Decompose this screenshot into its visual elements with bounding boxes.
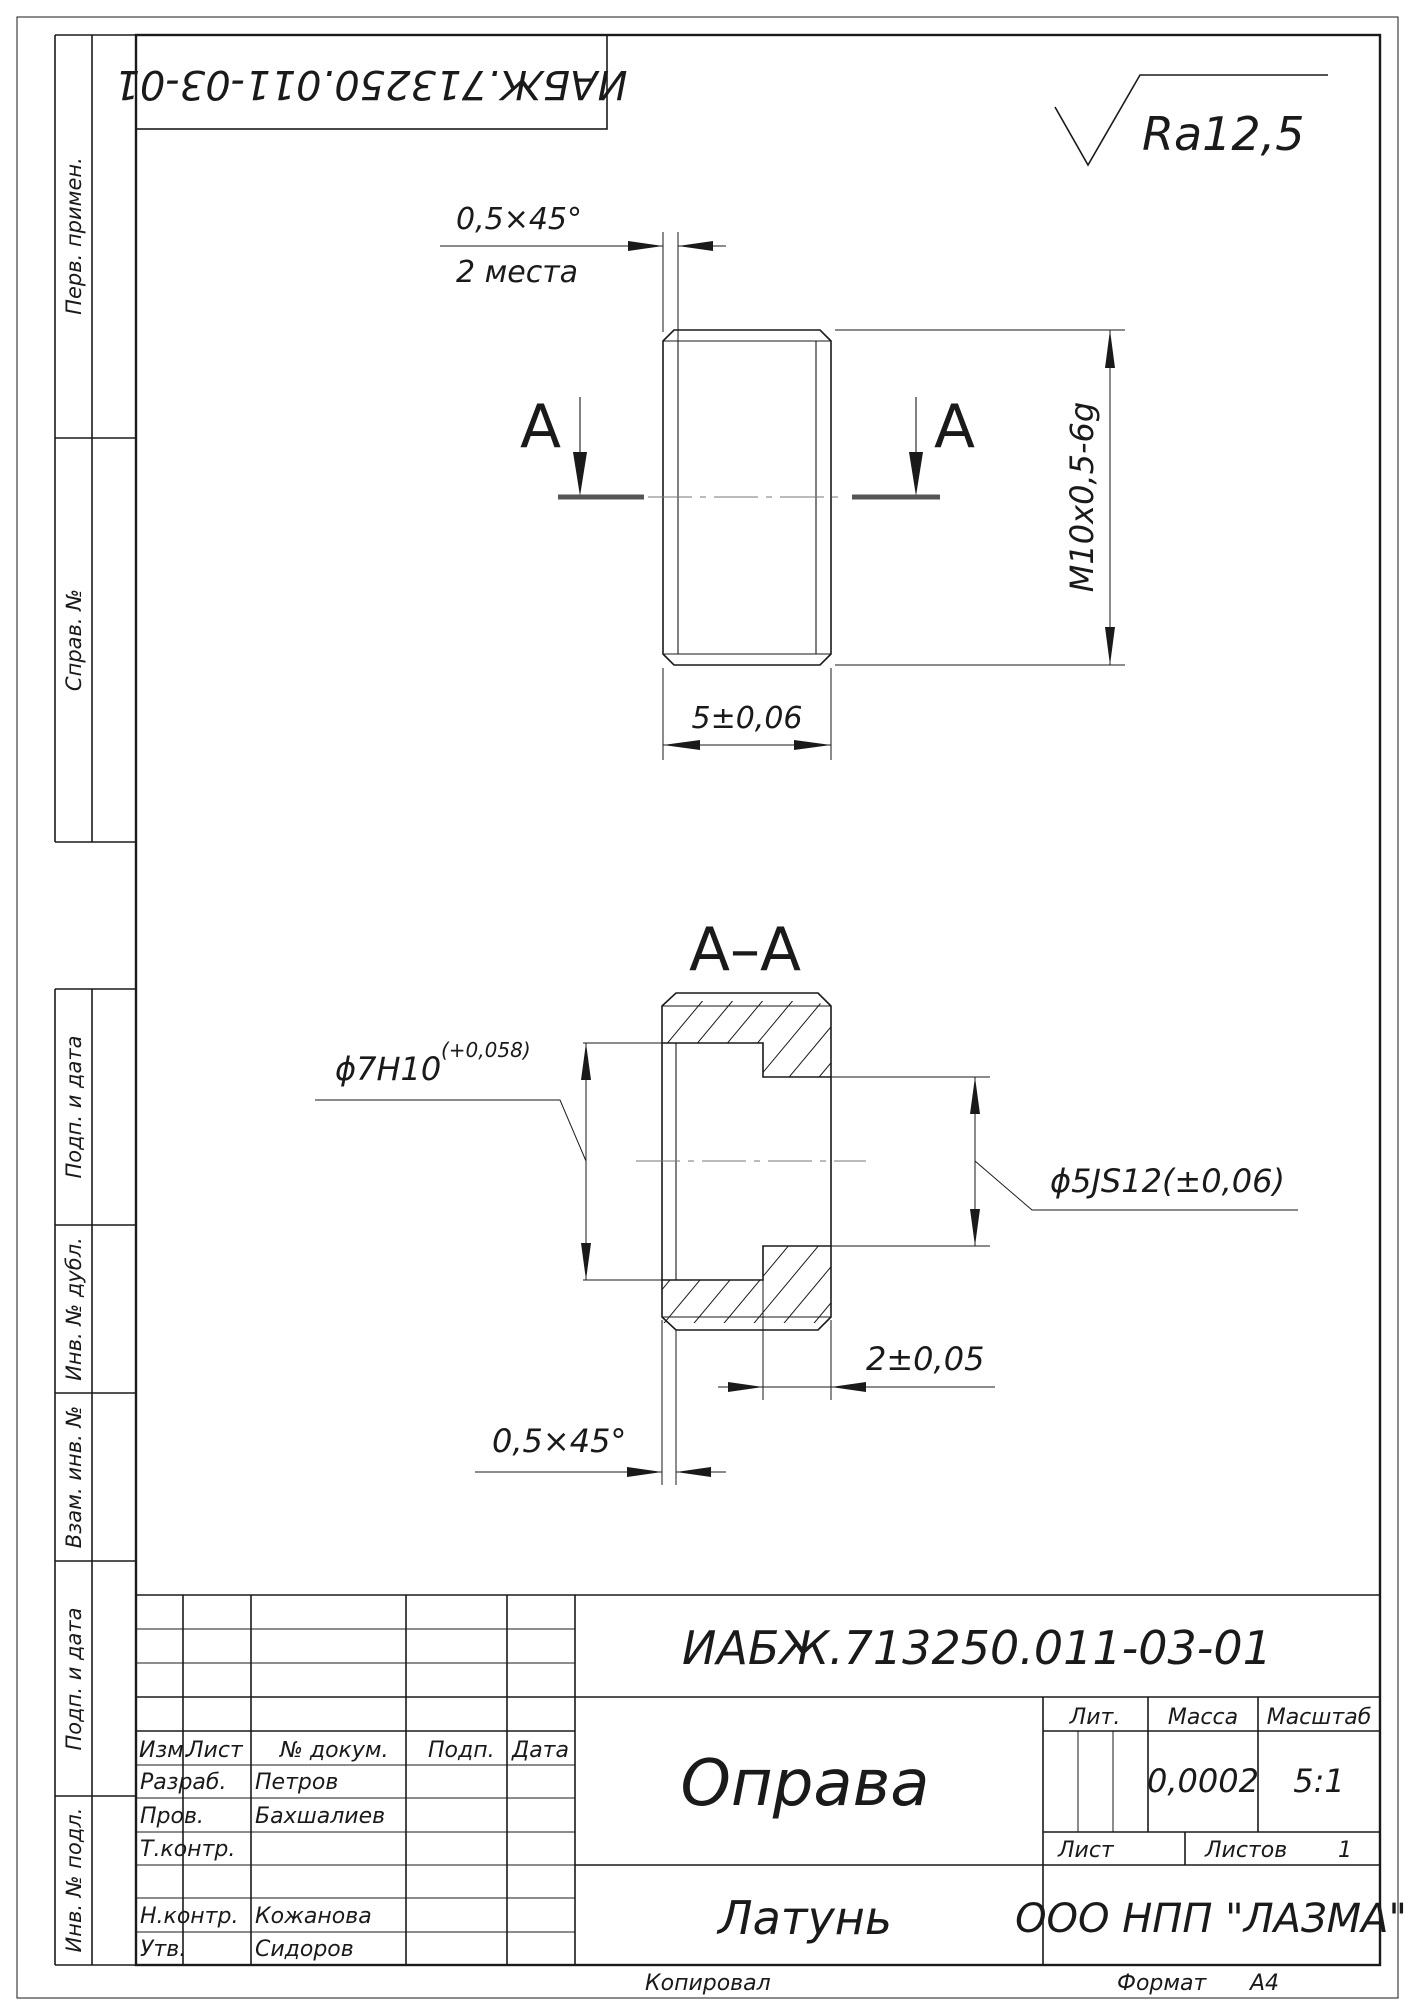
depth-label: 2±0,05 [866, 1340, 985, 1378]
part-name: Оправа [680, 1747, 930, 1821]
side-label-inv-podl: Инв. № подл. [62, 1807, 86, 1953]
width-label: 5±0,06 [691, 701, 803, 736]
footer-format-value: А4 [1250, 1971, 1280, 1996]
header-podp: Подп. [428, 1738, 495, 1763]
side-label-podp-data-2: Подп. и дата [62, 1607, 86, 1751]
name-prov: Бахшалиев [255, 1804, 386, 1829]
massa-label: Масса [1167, 1705, 1239, 1730]
mirrored-doc-number-box [115, 35, 628, 129]
chamfer-label-bottom: 0,5×45° [492, 1422, 627, 1460]
section-title: А–А [688, 915, 802, 985]
hatch-top [620, 980, 930, 1100]
sheet-border [17, 17, 1398, 1998]
side-label-inv-dubl: Инв. № дубл. [62, 1237, 86, 1381]
header-dokum: № докум. [280, 1738, 389, 1763]
drawing-frame [136, 35, 1380, 1965]
hole-label: ϕ5JS12(±0,06) [1050, 1162, 1285, 1200]
masshtab-value: 5:1 [1293, 1762, 1345, 1800]
side-label-perv-primen: Перв. примен. [62, 157, 86, 315]
massa-value: 0,0002 [1147, 1762, 1259, 1800]
listov-label: Листов [1205, 1838, 1288, 1863]
side-label-vzam-inv: Взам. инв. № [62, 1405, 86, 1549]
footer-kopiroval: Копировал [645, 1971, 771, 1996]
name-razrab: Петров [255, 1770, 339, 1795]
list-label: Лист [1058, 1838, 1114, 1863]
section-view [315, 915, 1298, 1485]
section-mark-left: А [520, 392, 562, 462]
role-tkontr: Т.контр. [140, 1837, 236, 1862]
role-razrab: Разраб. [140, 1770, 227, 1795]
side-strip [55, 35, 136, 1965]
role-nkontr: Н.контр. [140, 1904, 239, 1929]
listov-value: 1 [1338, 1838, 1352, 1863]
header-list: Лист [187, 1738, 243, 1763]
side-view [440, 202, 1125, 760]
material: Латунь [718, 1891, 892, 1945]
section-mark-right: А [934, 392, 976, 462]
chamfer-label-top: 0,5×45° [456, 202, 583, 237]
role-prov: Пров. [140, 1804, 204, 1829]
title-doc-number: ИАБЖ.713250.011-03-01 [682, 1621, 1272, 1675]
mirrored-doc-number: ИАБЖ.713250.011-03-01 [114, 61, 628, 107]
name-utv: Сидоров [255, 1937, 354, 1962]
bore-tolerance: (+0,058) [441, 1038, 531, 1062]
header-data: Дата [512, 1738, 569, 1763]
side-label-sprav-no: Справ. № [62, 588, 86, 692]
bore-label: ϕ7H10 [335, 1050, 442, 1088]
footer-format-label: Формат [1117, 1971, 1207, 1996]
header-izm: Изм. [139, 1738, 191, 1763]
masshtab-label: Масштаб [1266, 1705, 1372, 1730]
organization: ООО НПП "ЛАЗМА" [1015, 1896, 1407, 1942]
footer [645, 1971, 1279, 1996]
roughness-symbol [1055, 75, 1328, 165]
side-label-podp-data-1: Подп. и дата [62, 1035, 86, 1179]
roughness-value: Ra12,5 [1142, 107, 1305, 161]
lit-label: Лит. [1069, 1705, 1121, 1730]
title-block [136, 1595, 1407, 1965]
role-utv: Утв. [140, 1937, 187, 1962]
thread-label: M10x0,5-6g [1063, 401, 1101, 593]
name-nkontr: Кожанова [255, 1904, 372, 1929]
chamfer-places-label: 2 места [456, 255, 579, 290]
